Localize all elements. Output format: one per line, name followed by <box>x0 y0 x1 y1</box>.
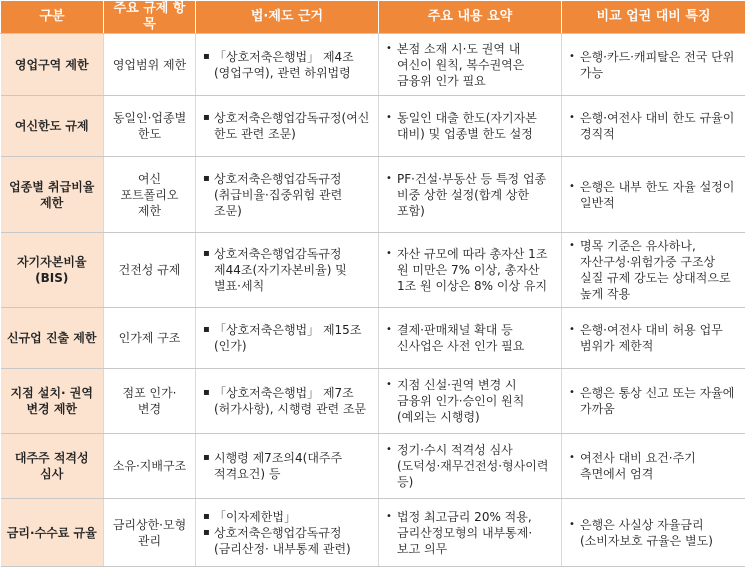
category-cell: 영업구역 제한 <box>1 34 104 96</box>
legal-basis-cell <box>196 369 379 434</box>
header-comparison: 비교 업권 대비 특징 <box>562 1 745 34</box>
legal-basis-cell <box>196 34 379 96</box>
list-item-text: 시행령 제7조의4(대주주 적격요건) 등 <box>214 451 342 481</box>
list-item-text: 본점 소재 시·도 권역 내 여신이 원칙, 복수권역은 금융위 인가 필요 <box>397 42 524 88</box>
list-item-text: 여전사 대비 요건·주기 측면에서 엄격 <box>580 451 696 481</box>
list-item-text: 「상호저축은행법」 제15조(인가) <box>214 323 361 353</box>
bullet-icon: ▪ <box>203 110 210 126</box>
table-row <box>1 434 745 499</box>
comparison-cell-list <box>569 179 739 211</box>
category-cell: 금리·수수료 규율 <box>1 499 104 567</box>
category-cell: 신규업 진출 제한 <box>1 308 104 369</box>
bullet-icon: ▪ <box>203 49 210 65</box>
regulation-item-cell: 점포 인가·변경 <box>104 369 196 434</box>
bullet-icon: • <box>386 442 392 458</box>
legal-basis-cell-list <box>203 246 371 294</box>
category-cell: 업종별 취급비율 제한 <box>1 157 104 233</box>
list-item <box>386 41 554 89</box>
comparison-cell <box>562 308 745 369</box>
summary-cell-list <box>386 41 554 89</box>
bullet-icon: ▪ <box>203 171 210 187</box>
list-item-text: 상호저축은행업감독규정(금리산정· 내부통제 관련) <box>214 526 351 556</box>
bullet-icon: • <box>386 322 392 338</box>
category-cell: 자기자본비율 (BIS) <box>1 233 104 308</box>
legal-basis-cell-list <box>203 450 371 482</box>
header-category: 구분 <box>1 1 104 34</box>
comparison-cell-list <box>569 450 739 482</box>
legal-basis-cell <box>196 499 379 567</box>
bullet-icon: • <box>569 517 575 533</box>
legal-basis-cell-list <box>203 509 371 557</box>
table-row <box>1 308 745 369</box>
comparison-cell <box>562 434 745 499</box>
header-regulation-item: 주요 규제 항목 <box>104 1 196 34</box>
bullet-icon: • <box>569 110 575 126</box>
comparison-cell-list <box>569 49 739 81</box>
comparison-cell <box>562 34 745 96</box>
comparison-cell-list <box>569 385 739 417</box>
list-item <box>569 49 739 81</box>
list-item <box>386 110 554 142</box>
legal-basis-cell-list <box>203 49 371 81</box>
comparison-cell <box>562 157 745 233</box>
header-row <box>1 1 745 34</box>
table-row <box>1 96 745 157</box>
list-item-text: 법정 최고금리 20% 적용, 금리산정모형의 내부통제·보고 의무 <box>397 510 532 556</box>
bullet-icon: ▪ <box>203 509 210 525</box>
table-row <box>1 369 745 434</box>
list-item-text: 결제·판매채널 확대 등 신사업은 사전 인가 필요 <box>397 323 524 353</box>
list-item <box>569 450 739 482</box>
legal-basis-cell <box>196 96 379 157</box>
bullet-icon: • <box>386 41 392 57</box>
legal-basis-cell-list <box>203 171 371 219</box>
list-item <box>203 322 371 354</box>
list-item-text: 상호저축은행업감독규정(취급비율·집중위험 관련 조문) <box>214 172 342 218</box>
bullet-icon: • <box>569 179 575 195</box>
summary-cell <box>379 499 562 567</box>
summary-cell <box>379 34 562 96</box>
list-item-text: 은행은 통상 신고 또는 자율에 가까움 <box>580 386 734 416</box>
bullet-icon: • <box>386 377 392 393</box>
list-item <box>203 110 371 142</box>
comparison-cell <box>562 499 745 567</box>
bullet-icon: • <box>386 171 392 187</box>
table-row <box>1 499 745 567</box>
legal-basis-cell-list <box>203 322 371 354</box>
legal-basis-cell-list <box>203 110 371 142</box>
comparison-cell <box>562 233 745 308</box>
list-item <box>569 110 739 142</box>
list-item-text: 「상호저축은행법」 제7조(허가사항), 시행령 관련 조문 <box>214 386 366 416</box>
list-item <box>386 322 554 354</box>
summary-cell <box>379 233 562 308</box>
summary-cell-list <box>386 509 554 557</box>
list-item-text: 은행은 내부 한도 자율 설정이 일반적 <box>580 180 734 210</box>
comparison-cell-list <box>569 322 739 354</box>
list-item <box>569 179 739 211</box>
comparison-cell-list <box>569 238 739 302</box>
category-cell: 여신한도 규제 <box>1 96 104 157</box>
summary-cell <box>379 308 562 369</box>
summary-cell-list <box>386 322 554 354</box>
bullet-icon: • <box>569 238 575 254</box>
table-row <box>1 34 745 96</box>
summary-cell <box>379 157 562 233</box>
table-row <box>1 233 745 308</box>
list-item-text: 은행·여전사 대비 허용 업무 범위가 제한적 <box>580 323 723 353</box>
category-cell: 지점 설치· 권역 변경 제한 <box>1 369 104 434</box>
category-cell: 대주주 적격성 심사 <box>1 434 104 499</box>
regulation-item-cell: 영업범위 제한 <box>104 34 196 96</box>
list-item <box>386 442 554 490</box>
bullet-icon: ▪ <box>203 525 210 541</box>
list-item <box>203 509 371 525</box>
bullet-icon: ▪ <box>203 385 210 401</box>
list-item <box>386 377 554 425</box>
legal-basis-cell-list <box>203 385 371 417</box>
regulation-item-cell: 금리상한·모형 관리 <box>104 499 196 567</box>
regulation-item-cell: 소유·지배구조 <box>104 434 196 499</box>
regulation-item-cell: 건전성 규제 <box>104 233 196 308</box>
list-item <box>569 385 739 417</box>
summary-cell-list <box>386 171 554 219</box>
regulation-item-cell: 인가제 구조 <box>104 308 196 369</box>
list-item <box>203 246 371 294</box>
legal-basis-cell <box>196 157 379 233</box>
bullet-icon: • <box>386 509 392 525</box>
bullet-icon: • <box>569 322 575 338</box>
list-item <box>386 171 554 219</box>
summary-cell-list <box>386 377 554 425</box>
list-item-text: PF·건설·부동산 등 특정 업종 비중 상한 설정(합계 상한 포함) <box>397 172 546 218</box>
list-item-text: 지점 신설·권역 변경 시 금융위 인가·승인이 원칙(예외는 시행령) <box>397 378 524 424</box>
list-item <box>386 246 554 294</box>
list-item <box>569 322 739 354</box>
table-row <box>1 157 745 233</box>
comparison-cell <box>562 96 745 157</box>
summary-cell <box>379 434 562 499</box>
summary-cell-list <box>386 110 554 142</box>
bullet-icon: • <box>569 385 575 401</box>
summary-cell <box>379 369 562 434</box>
comparison-cell-list <box>569 517 739 549</box>
summary-cell-list <box>386 442 554 490</box>
summary-cell-list <box>386 246 554 294</box>
list-item <box>203 49 371 81</box>
comparison-cell-list <box>569 110 739 142</box>
list-item-text: 「이자제한법」 <box>214 510 296 524</box>
header-legal-basis: 법·제도 근거 <box>196 1 379 34</box>
list-item-text: 상호저축은행업감독규정(여신 한도 관련 조문) <box>214 111 369 141</box>
list-item-text: 자산 규모에 따라 총자산 1조 원 미만은 7% 이상, 총자산 1조 원 이상은 8% 이상 유지 <box>397 247 547 293</box>
list-item-text: 동일인 대출 한도(자기자본 대비) 및 업종별 한도 설정 <box>397 111 537 141</box>
list-item-text: 은행은 사실상 자율금리 (소비자보호 규율은 별도) <box>580 518 713 548</box>
bullet-icon: • <box>386 246 392 262</box>
list-item <box>569 238 739 302</box>
legal-basis-cell <box>196 233 379 308</box>
list-item <box>569 517 739 549</box>
list-item-text: 은행·카드·캐피탈은 전국 단위 가능 <box>580 50 734 80</box>
header-summary: 주요 내용 요약 <box>379 1 562 34</box>
list-item-text: 「상호저축은행법」 제4조(영업구역), 관련 하위법령 <box>214 50 354 80</box>
comparison-cell <box>562 369 745 434</box>
summary-cell <box>379 96 562 157</box>
list-item <box>203 450 371 482</box>
bullet-icon: • <box>569 450 575 466</box>
bullet-icon: ▪ <box>203 322 210 338</box>
list-item-text: 상호저축은행업감독규정 제44조(자기자본비율) 및 별표·세칙 <box>214 247 347 293</box>
list-item <box>203 385 371 417</box>
list-item-text: 명목 기준은 유사하나, 자산구성·위험가중 구조상 실질 규제 강도는 상대적으로 높게 작용 <box>580 239 731 301</box>
regulation-item-cell: 동일인·업종별 한도 <box>104 96 196 157</box>
regulation-item-cell: 여신 포트폴리오 제한 <box>104 157 196 233</box>
legal-basis-cell <box>196 434 379 499</box>
list-item <box>203 171 371 219</box>
list-item <box>203 525 371 557</box>
bullet-icon: • <box>386 110 392 126</box>
list-item <box>386 509 554 557</box>
list-item-text: 정기·수시 적격성 심사 (도덕성·재무건전성·형사이력 등) <box>397 443 548 489</box>
bullet-icon: ▪ <box>203 450 210 466</box>
bullet-icon: ▪ <box>203 246 210 262</box>
list-item-text: 은행·여전사 대비 한도 규율이 경직적 <box>580 111 734 141</box>
bullet-icon: • <box>569 49 575 65</box>
legal-basis-cell <box>196 308 379 369</box>
